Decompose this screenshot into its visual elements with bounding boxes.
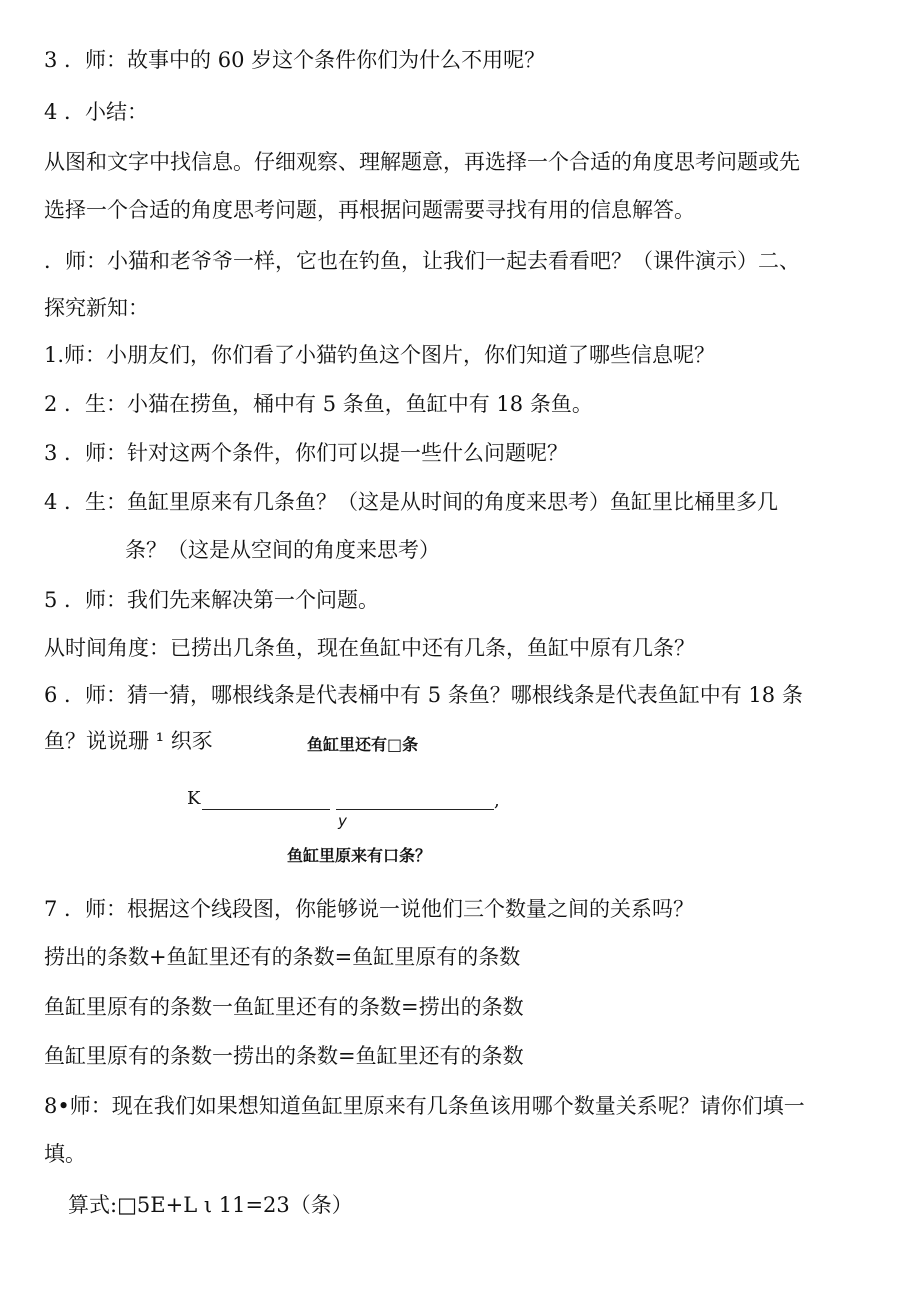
- text-line-14: 6 ．师：猜一猜，哪根线条是代表桶中有 5 条鱼？哪根线条是代表鱼缸中有 18 条: [44, 683, 803, 707]
- segment-right: [336, 809, 494, 810]
- segment-left: [202, 809, 330, 810]
- text-line-21: 填。: [44, 1142, 86, 1166]
- text-line-3: 从图和文字中找信息。仔细观察、理解题意，再选择一个合适的角度思考问题或先: [44, 150, 800, 174]
- text-line-12: 5 ．师：我们先来解决第一个问题。: [44, 588, 380, 612]
- diagram-left-mark: K: [187, 788, 201, 809]
- text-line-19: 鱼缸里原有的条数一捞出的条数=鱼缸里还有的条数: [44, 1044, 524, 1068]
- diagram-top-label: 鱼缸里还有□条: [307, 735, 419, 754]
- text-line-6: 探究新知：: [44, 296, 149, 320]
- text-line-2: 4 ．小结：: [44, 100, 149, 124]
- diagram-bottom-label: 鱼缸里原来有口条？: [287, 846, 432, 865]
- diagram-end-mark: ,: [494, 790, 500, 811]
- text-line-18: 鱼缸里原有的条数一鱼缸里还有的条数=捞出的条数: [44, 995, 524, 1019]
- text-line-15: 鱼？说说珊 ¹ 织豕: [44, 729, 213, 753]
- text-line-9: 3 ．师：针对这两个条件，你们可以提一些什么问题呢？: [44, 441, 569, 465]
- text-line-22: 算式:□5E+L ι 11=23（条）: [68, 1193, 353, 1217]
- text-line-4: 选择一个合适的角度思考问题，再根据问题需要寻找有用的信息解答。: [44, 198, 695, 222]
- text-line-16: 7 ．师：根据这个线段图，你能够说一说他们三个数量之间的关系吗？: [44, 897, 695, 921]
- text-line-20: 8•师：现在我们如果想知道鱼缸里原来有几条鱼该用哪个数量关系呢？请你们填一: [44, 1094, 805, 1118]
- text-line-11: 条？（这是从空间的角度来思考）: [125, 538, 440, 562]
- text-line-7: 1.师：小朋友们，你们看了小猫钓鱼这个图片，你们知道了哪些信息呢？: [44, 343, 716, 367]
- text-line-8: 2 ．生：小猫在捞鱼，桶中有 5 条鱼，鱼缸中有 18 条鱼。: [44, 392, 593, 416]
- text-line-5: ．师：小猫和老爷爷一样，它也在钓鱼，让我们一起去看看吧？（课件演示）二、: [44, 249, 800, 273]
- text-line-13: 从时间角度：已捞出几条鱼，现在鱼缸中还有几条，鱼缸中原有几条？: [44, 636, 695, 660]
- text-line-17: 捞出的条数+鱼缸里还有的条数=鱼缸里原有的条数: [44, 945, 521, 969]
- text-line-10: 4 ．生：鱼缸里原来有几条鱼？（这是从时间的角度来思考）鱼缸里比桶里多几: [44, 490, 779, 514]
- diagram-mid-mark: y: [338, 812, 347, 830]
- text-line-1: 3 ．师：故事中的 60 岁这个条件你们为什么不用呢？: [44, 48, 546, 72]
